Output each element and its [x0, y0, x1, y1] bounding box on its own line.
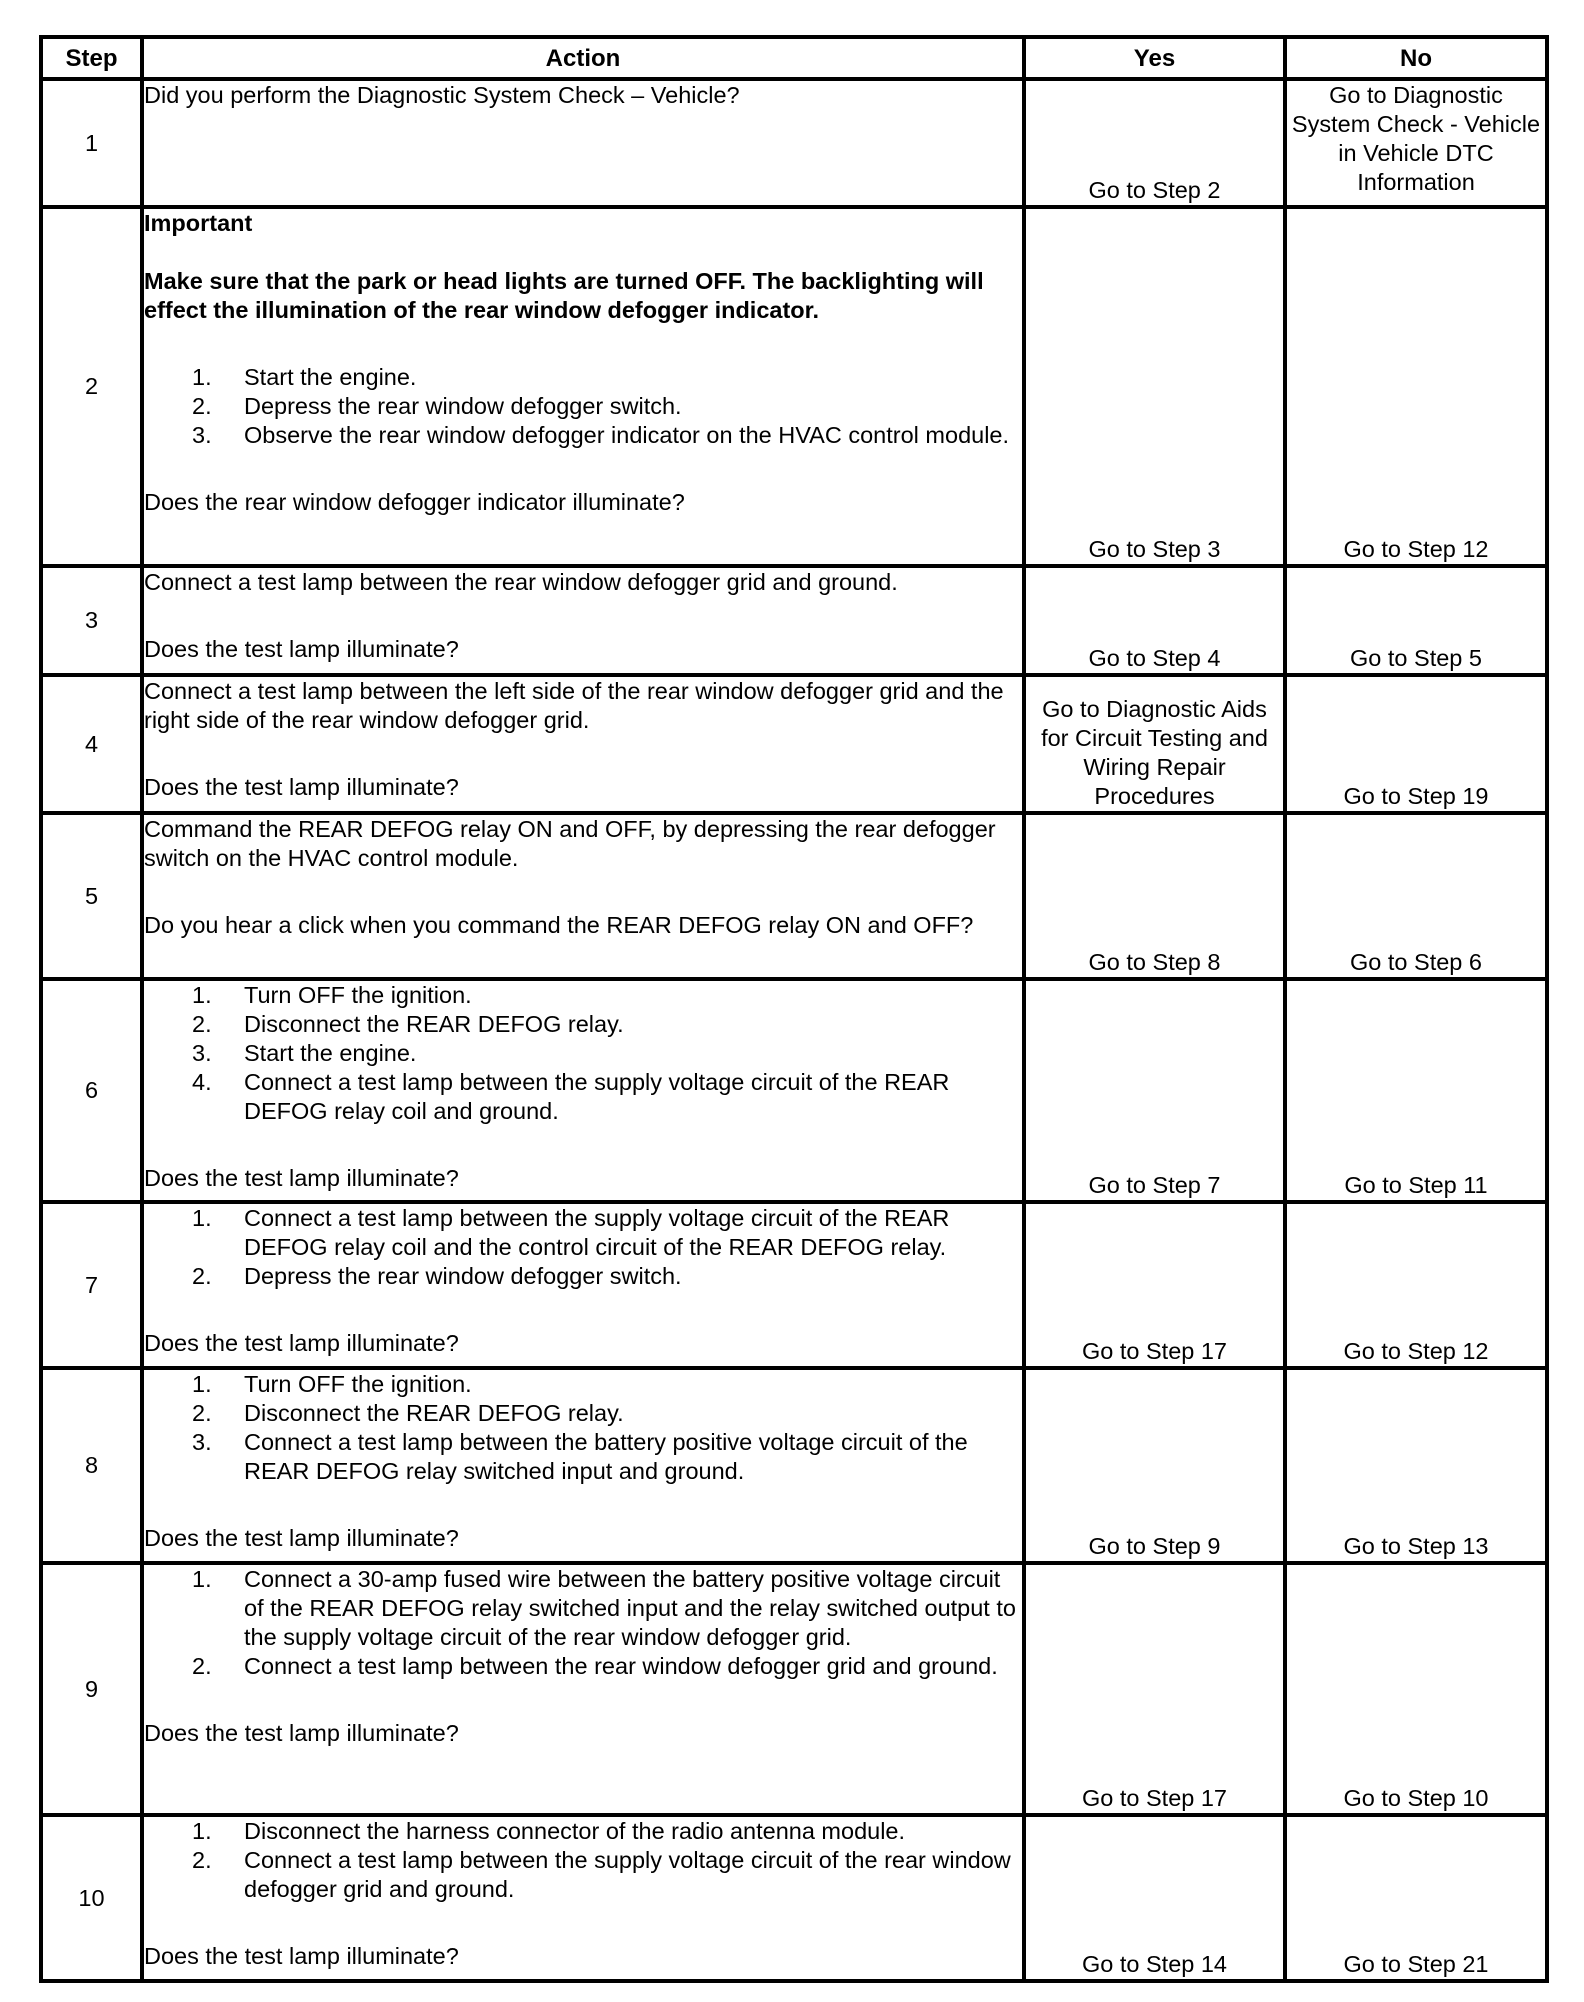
table-row	[41, 1815, 1547, 1981]
yes-result: Go to Step 3	[1024, 207, 1285, 566]
header-row	[41, 37, 1547, 79]
diagnostic-table	[39, 35, 1549, 1983]
step-number: 8	[41, 1368, 142, 1563]
table-row	[41, 979, 1547, 1202]
action-question: Does the test lamp illuminate?	[144, 1720, 459, 1746]
yes-result: Go to Step 2	[1024, 79, 1285, 207]
table-row	[41, 207, 1547, 566]
action-text: Connect a test lamp between the left side of the rear window defogger grid and the right side of the rear window defogger grid.	[144, 678, 1004, 733]
header-action: Action	[142, 37, 1024, 79]
action-cell	[142, 1368, 1024, 1563]
action-text: Connect a test lamp between the rear window defogger grid and ground.	[144, 569, 898, 595]
header-yes: Yes	[1024, 37, 1285, 79]
list-item: 3. Start the engine.	[192, 1040, 417, 1066]
action-cell	[142, 566, 1024, 675]
list-item: 1. Start the engine.	[192, 364, 417, 390]
no-result: Go to Step 5	[1285, 566, 1547, 675]
action-question: Does the test lamp illuminate?	[144, 1525, 459, 1551]
list-item: 1. Turn OFF the ignition.	[192, 1371, 472, 1397]
action-cell	[142, 979, 1024, 1202]
list-item: 3. Connect a test lamp between the battery positive voltage circuit of the REAR DEFOG relay switched input and ground.	[192, 1429, 968, 1484]
step-number: 9	[41, 1563, 142, 1815]
action-question: Does the rear window defogger indicator illuminate?	[144, 489, 685, 515]
step-number: 3	[41, 566, 142, 675]
action-list	[144, 1565, 1022, 1681]
yes-result: Go to Step 8	[1024, 813, 1285, 979]
table-row	[41, 79, 1547, 207]
action-cell	[142, 207, 1024, 566]
list-item: 2. Depress the rear window defogger switch.	[192, 393, 682, 419]
list-item: 1. Turn OFF the ignition.	[192, 982, 472, 1008]
no-result: Go to Step 11	[1285, 979, 1547, 1202]
list-item: 2. Connect a test lamp between the supply voltage circuit of the rear window defogger grid and ground.	[192, 1847, 1011, 1902]
action-cell	[142, 1815, 1024, 1981]
table-row	[41, 1368, 1547, 1563]
action-question: Do you hear a click when you command the REAR DEFOG relay ON and OFF?	[144, 912, 974, 938]
no-result: Go to Diagnostic System Check - Vehicle in Vehicle DTC Information	[1285, 79, 1547, 207]
step-number: 4	[41, 675, 142, 813]
action-cell	[142, 1563, 1024, 1815]
action-text: Command the REAR DEFOG relay ON and OFF, by depressing the rear defogger switch on the HVAC control module.	[144, 816, 996, 871]
no-result: Go to Step 13	[1285, 1368, 1547, 1563]
list-item: 3. Observe the rear window defogger indicator on the HVAC control module.	[192, 422, 1010, 448]
no-result: Go to Step 19	[1285, 675, 1547, 813]
no-result: Go to Step 12	[1285, 1202, 1547, 1368]
yes-result: Go to Step 17	[1024, 1202, 1285, 1368]
no-result: Go to Step 21	[1285, 1815, 1547, 1981]
yes-result: Go to Diagnostic Aids for Circuit Testing and Wiring Repair Procedures	[1024, 675, 1285, 813]
yes-result: Go to Step 14	[1024, 1815, 1285, 1981]
important-text: Make sure that the park or head lights are turned OFF. The backlighting will effect the illumination of the rear window defogger indicator.	[144, 268, 984, 323]
action-question: Does the test lamp illuminate?	[144, 1165, 459, 1191]
list-item: 2. Disconnect the REAR DEFOG relay.	[192, 1400, 624, 1426]
yes-result: Go to Step 7	[1024, 979, 1285, 1202]
header-step: Step	[41, 37, 142, 79]
list-item: 1. Connect a 30-amp fused wire between the battery positive voltage circuit of the REAR DEFOG relay switched input and the relay switched output to the supply voltage circuit of the rear window defogger grid.	[192, 1566, 1016, 1650]
list-item: 1. Disconnect the harness connector of the radio antenna module.	[192, 1818, 906, 1844]
step-number: 5	[41, 813, 142, 979]
action-cell	[142, 813, 1024, 979]
yes-result: Go to Step 17	[1024, 1563, 1285, 1815]
list-item: 1. Connect a test lamp between the supply voltage circuit of the REAR DEFOG relay coil and the control circuit of the REAR DEFOG relay.	[192, 1205, 950, 1260]
step-number: 2	[41, 207, 142, 566]
table-row	[41, 813, 1547, 979]
action-question: Does the test lamp illuminate?	[144, 1330, 459, 1356]
no-result: Go to Step 6	[1285, 813, 1547, 979]
table-row	[41, 1202, 1547, 1368]
step-number: 7	[41, 1202, 142, 1368]
action-list	[144, 1817, 1022, 1904]
table-row	[41, 675, 1547, 813]
no-result: Go to Step 10	[1285, 1563, 1547, 1815]
list-item: 2. Depress the rear window defogger switch.	[192, 1263, 682, 1289]
action-question: Does the test lamp illuminate?	[144, 774, 459, 800]
action-cell	[142, 675, 1024, 813]
important-label: Important	[144, 210, 253, 236]
action-text: Did you perform the Diagnostic System Check – Vehicle?	[144, 82, 740, 108]
yes-result: Go to Step 9	[1024, 1368, 1285, 1563]
list-item: 2. Disconnect the REAR DEFOG relay.	[192, 1011, 624, 1037]
step-number: 10	[41, 1815, 142, 1981]
no-result: Go to Step 12	[1285, 207, 1547, 566]
action-list	[144, 1370, 1022, 1486]
action-cell	[142, 1202, 1024, 1368]
step-number: 6	[41, 979, 142, 1202]
step-number: 1	[41, 79, 142, 207]
yes-result: Go to Step 4	[1024, 566, 1285, 675]
header-no: No	[1285, 37, 1547, 79]
list-item: 4. Connect a test lamp between the supply voltage circuit of the REAR DEFOG relay coil and ground.	[192, 1069, 950, 1124]
list-item: 2. Connect a test lamp between the rear window defogger grid and ground.	[192, 1653, 998, 1679]
action-list	[144, 1204, 1022, 1291]
action-question: Does the test lamp illuminate?	[144, 1943, 459, 1969]
action-list	[144, 363, 1022, 450]
action-question: Does the test lamp illuminate?	[144, 636, 459, 662]
action-cell	[142, 79, 1024, 207]
table-row	[41, 1563, 1547, 1815]
action-list	[144, 981, 1022, 1126]
table-row	[41, 566, 1547, 675]
